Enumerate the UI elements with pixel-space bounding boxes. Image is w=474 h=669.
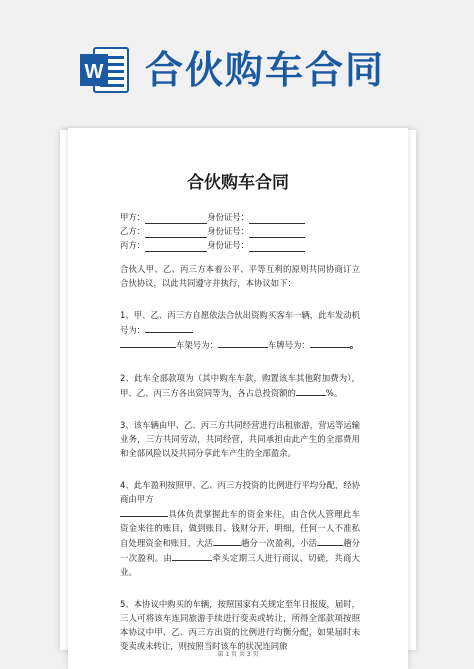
clause-2-text: 2、此车全部款项为（其中购车车款，购置该车其他附加费为），甲、乙、丙三方各出资同等为，各占总投资额的 bbox=[120, 373, 360, 398]
id-label: 身份证号： bbox=[207, 226, 249, 236]
document-page bbox=[68, 128, 408, 669]
intro-paragraph: 合伙人甲、乙、丙三方本着公平、平等互利的原则共同协商订立合伙协议，以此共同遵守并执行，本协议如下： bbox=[120, 264, 360, 288]
party-row-c bbox=[120, 238, 360, 252]
blank-line bbox=[120, 337, 176, 348]
svg-text:W: W bbox=[84, 61, 104, 83]
clause-4-text-a: 4、此车盈利按照甲、乙、丙三方投资的比例进行平均分配，经协商由甲方 bbox=[120, 480, 360, 504]
blank-line bbox=[172, 550, 212, 561]
banner-title: 合伙购车合同 bbox=[145, 48, 386, 92]
clause-3: 3、该车辆由甲、乙、丙三方共同经营进行出租旅游，营运等运输业务，三方共同劳动，共同经营，共同承担由此产生的全部费用和全部风险以及共同分享此车产生的全部盈余。 bbox=[120, 420, 360, 458]
blank-line bbox=[145, 322, 193, 333]
blank-line bbox=[296, 385, 326, 396]
clause-1-plate-label: 车牌号为： bbox=[267, 340, 310, 350]
clause-4-text-d: 趟分一次盈利。由 bbox=[120, 538, 361, 563]
clause-4-text-c: 趟分一次盈利，小活 bbox=[240, 538, 318, 548]
blank-line bbox=[317, 535, 343, 546]
clause-1-text: 1、甲、乙、丙三方自愿依法合伙出资购买客车一辆，此车发动机号为： bbox=[120, 310, 360, 335]
clause-2-percent: %。 bbox=[325, 388, 343, 398]
banner bbox=[0, 0, 474, 120]
document-body bbox=[120, 210, 360, 653]
party-row-a bbox=[120, 210, 360, 224]
blank-line bbox=[310, 337, 350, 348]
party-row-b bbox=[120, 224, 360, 238]
clause-4-text-e: 牵头定期三人进行商议、切磋，共商大业。 bbox=[120, 553, 361, 577]
clause-5: 5、本协议中购买的车辆，按照国家有关规定至年日报废，届时，三人可将该车连同旅游手续进行变卖或转让，所得全部款项按照本协议中甲、乙、丙三方出资的比例进行均衡分配，如果届时未变卖或未转让，则按照当时该车的状况连同旅 bbox=[120, 599, 360, 651]
blank-line bbox=[145, 241, 207, 252]
blank-line bbox=[213, 535, 241, 546]
party-label: 乙方： bbox=[120, 226, 146, 236]
document-title: 合伙购车合同 bbox=[187, 173, 289, 193]
blank-line bbox=[249, 227, 305, 238]
blank-line bbox=[218, 337, 268, 348]
word-doc-icon bbox=[78, 44, 130, 96]
clause-1-frame-label: 车架号为： bbox=[176, 340, 218, 350]
blank-line bbox=[145, 213, 207, 224]
blank-line bbox=[249, 241, 305, 252]
clause-4 bbox=[120, 478, 360, 579]
blank-line bbox=[249, 213, 305, 224]
party-label: 丙方： bbox=[120, 240, 146, 250]
clause-1: 1、甲、乙、丙三方自愿依法合伙出资购买客车一辆，此车发动机号为： 车架号为： 车牌号为： 。 bbox=[120, 310, 360, 351]
party-label: 甲方： bbox=[120, 212, 146, 222]
clause-4-text-b: 具体负责掌握此车的资金来往，由合伙人管理此车资金来往的账目，做到账目、钱财分开，明细，任何一人不准私自处理资金和账目，大活 bbox=[120, 509, 360, 548]
blank-line bbox=[120, 506, 168, 517]
id-label: 身份证号： bbox=[207, 212, 249, 222]
blank-line bbox=[145, 227, 207, 238]
id-label: 身份证号： bbox=[207, 240, 249, 250]
page-number: 第 1 页 共 3 页 bbox=[217, 651, 259, 658]
clause-2 bbox=[120, 371, 360, 400]
